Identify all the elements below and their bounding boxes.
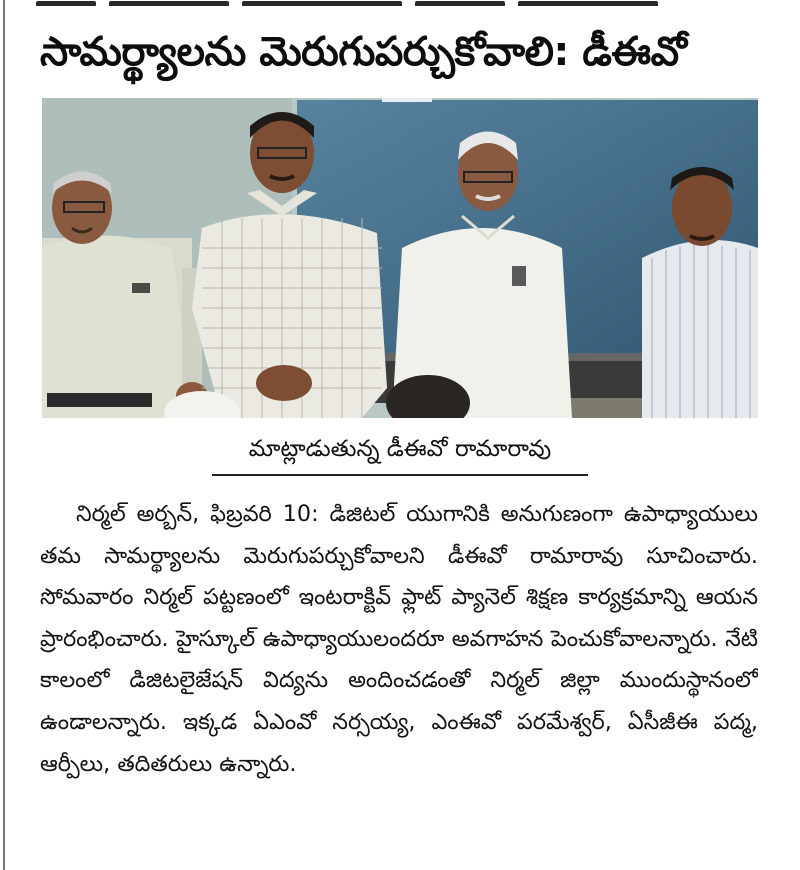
article-body: నిర్మల్ అర్బన్, ఫిబ్రవరి 10: డిజిటల్ యుగానికి అనుగుణంగా ఉపాధ్యాయులు తమ సామర్థ్యాలను మెరుగుపర్చుకోవాలని డీఈవో రామారావు సూచించారు. సోమవారం నిర్మల్ పట్టణంలో ఇంటరాక్టివ్ ఫ్లాట్ ప్యానెల్ శిక్షణ కార్యక్రమాన్ని ఆయన ప్రారంభించారు. హైస్కూల్ ఉపాధ్యాయులందరూ అవగాహన పెంచుకోవాలన్నారు. నేటి కాలంలో డిజిటలైజేషన్ విద్యను అందించడంతో నిర్మల్ జిల్లా ముందుస్థానంలో ఉండాలన్నారు. ఇక్కడ ఏఎంవో నర్సయ్య, ఎంఈవో పరమేశ్వర్, ఏసీజీఈ పద్మ, ఆర్పీలు, తదితరులు ఉన్నారు.: [40, 501, 758, 777]
photo-caption: మాట్లాడుతున్న డీఈవో రామారావు: [248, 436, 552, 462]
headline: సామర్థ్యాలను మెరుగుపర్చుకోవాలి: డీఈవో: [40, 29, 687, 75]
caption-underline: [212, 474, 588, 476]
news-photo: [42, 98, 758, 418]
column-rule: [3, 0, 5, 870]
previous-article-cutoff: [36, 0, 676, 6]
